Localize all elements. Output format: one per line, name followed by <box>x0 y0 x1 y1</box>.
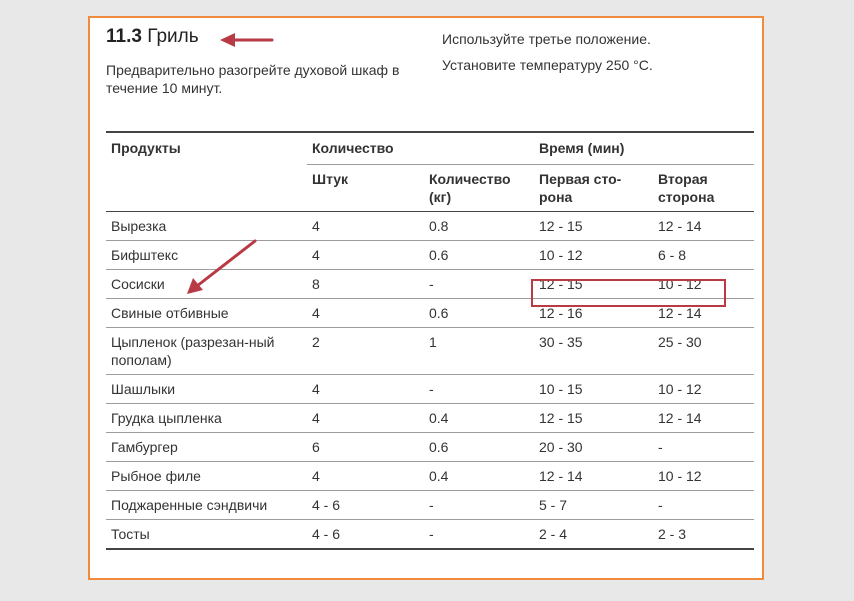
cell-first: 12 - 15 <box>534 212 653 241</box>
cell-product: Свиные отбивные <box>106 299 307 328</box>
cell-second: 25 - 30 <box>653 328 754 375</box>
cell-product: Шашлыки <box>106 375 307 404</box>
cell-first: 10 - 15 <box>534 375 653 404</box>
arrow-left-icon <box>220 33 272 47</box>
cell-kg: - <box>424 375 534 404</box>
col-second-side: Вторая сторона <box>653 165 754 212</box>
col-time-group: Время (мин) <box>534 132 754 165</box>
cell-second: 12 - 14 <box>653 299 754 328</box>
cell-product: Грудка цыпленка <box>106 404 307 433</box>
cell-pieces: 4 <box>307 241 424 270</box>
cell-pieces: 4 <box>307 299 424 328</box>
col-pieces: Штук <box>307 165 424 212</box>
cell-second: - <box>653 433 754 462</box>
section-title: Гриль <box>147 26 199 47</box>
cell-pieces: 4 - 6 <box>307 491 424 520</box>
cell-first: 12 - 15 <box>534 270 653 299</box>
cell-first: 12 - 14 <box>534 462 653 491</box>
cell-kg: 1 <box>424 328 534 375</box>
cell-pieces: 2 <box>307 328 424 375</box>
cell-kg: 0.6 <box>424 241 534 270</box>
cell-kg: 0.4 <box>424 404 534 433</box>
cell-kg: 0.8 <box>424 212 534 241</box>
cell-first: 30 - 35 <box>534 328 653 375</box>
cell-second: - <box>653 491 754 520</box>
cell-second: 10 - 12 <box>653 270 754 299</box>
note-temperature: Установите температуру 250 °C. <box>442 57 653 73</box>
cell-product: Тосты <box>106 520 307 550</box>
cell-kg: - <box>424 491 534 520</box>
cell-pieces: 6 <box>307 433 424 462</box>
cell-first: 12 - 16 <box>534 299 653 328</box>
cell-first: 5 - 7 <box>534 491 653 520</box>
cell-kg: - <box>424 270 534 299</box>
cell-kg: 0.6 <box>424 299 534 328</box>
cell-second: 10 - 12 <box>653 375 754 404</box>
cell-product: Рыбное филе <box>106 462 307 491</box>
cell-pieces: 4 - 6 <box>307 520 424 550</box>
document-frame <box>88 16 764 580</box>
cell-product: Поджаренные сэндвичи <box>106 491 307 520</box>
col-quantity-group: Количество <box>307 132 534 165</box>
annotation-arrows <box>90 18 766 582</box>
arrow-down-left-icon <box>187 241 255 294</box>
col-weight: Количество (кг) <box>424 165 534 212</box>
cell-first: 10 - 12 <box>534 241 653 270</box>
cell-pieces: 8 <box>307 270 424 299</box>
cell-kg: 0.4 <box>424 462 534 491</box>
note-position: Используйте третье положение. <box>442 31 651 47</box>
cell-kg: - <box>424 520 534 550</box>
cell-second: 6 - 8 <box>653 241 754 270</box>
intro-text: Предварительно разогрейте духовой шкаф в течение 10 минут. <box>106 62 400 96</box>
cell-pieces: 4 <box>307 462 424 491</box>
cell-first: 20 - 30 <box>534 433 653 462</box>
col-products: Продукты <box>106 132 307 212</box>
cell-first: 12 - 15 <box>534 404 653 433</box>
cell-second: 10 - 12 <box>653 462 754 491</box>
cell-first: 2 - 4 <box>534 520 653 550</box>
cell-kg: 0.6 <box>424 433 534 462</box>
cell-product: Бифштекс <box>106 241 307 270</box>
cell-pieces: 4 <box>307 404 424 433</box>
cell-pieces: 4 <box>307 212 424 241</box>
section-number: 11.3 <box>106 26 142 47</box>
cell-second: 12 - 14 <box>653 404 754 433</box>
cell-product: Сосиски <box>106 270 307 299</box>
cell-product: Вырезка <box>106 212 307 241</box>
col-first-side: Первая сто-рона <box>534 165 653 212</box>
cell-product: Цыпленок (разрезан-ный пополам) <box>106 328 307 375</box>
cell-second: 2 - 3 <box>653 520 754 550</box>
cell-second: 12 - 14 <box>653 212 754 241</box>
cell-pieces: 4 <box>307 375 424 404</box>
cell-product: Гамбургер <box>106 433 307 462</box>
